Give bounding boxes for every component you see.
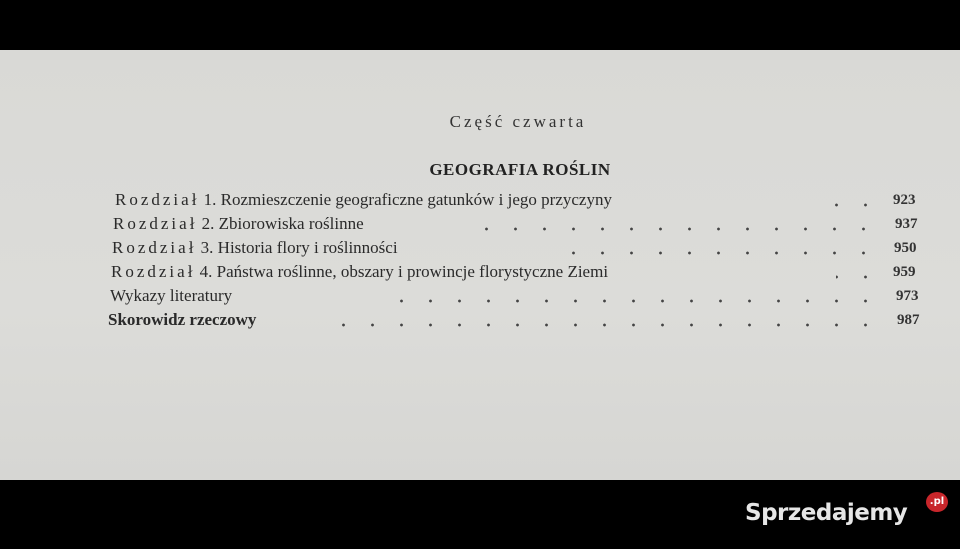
toc-entry: Rozdział 2. Zbiorowiska roślinne: [113, 214, 364, 233]
page-number: 959: [893, 264, 916, 280]
toc-row: [0, 190, 960, 212]
page-number: 950: [894, 240, 917, 256]
dot-leader: [380, 299, 880, 303]
page-number: 973: [896, 288, 919, 304]
dot-leader: [560, 251, 878, 255]
section-title: GEOGRAFIA ROŚLIN: [429, 160, 611, 179]
toc-row: [0, 310, 960, 332]
dot-leader: [836, 275, 880, 279]
page-number: 987: [897, 312, 920, 328]
part-label: Część czwarta: [449, 112, 587, 131]
toc-entry: Rozdział 1. Rozmieszczenie geograficzne gatunków i jego przyczyny: [115, 190, 612, 209]
toc-row: [0, 238, 960, 260]
watermark-tld-badge: .pl: [926, 492, 948, 512]
page-number: 937: [895, 216, 918, 232]
toc-entry: Rozdział 4. Państwa roślinne, obszary i prowincje florystyczne Ziemi: [111, 262, 609, 281]
page-number: 923: [893, 192, 916, 208]
toc-row: [0, 286, 960, 308]
book-page: [0, 50, 960, 480]
toc-row: [0, 262, 960, 284]
dot-leader: [318, 323, 880, 327]
toc-row: [0, 214, 960, 236]
dot-leader: [830, 203, 880, 207]
toc-entry: Skorowidz rzeczowy: [108, 310, 257, 329]
toc-entry: Wykazy literatury: [110, 286, 233, 305]
toc-entry: Rozdział 3. Historia flory i roślinności: [112, 238, 398, 257]
sprzedajemy-watermark-logo: Sprzedajemy: [745, 500, 908, 526]
dot-leader: [478, 227, 878, 231]
